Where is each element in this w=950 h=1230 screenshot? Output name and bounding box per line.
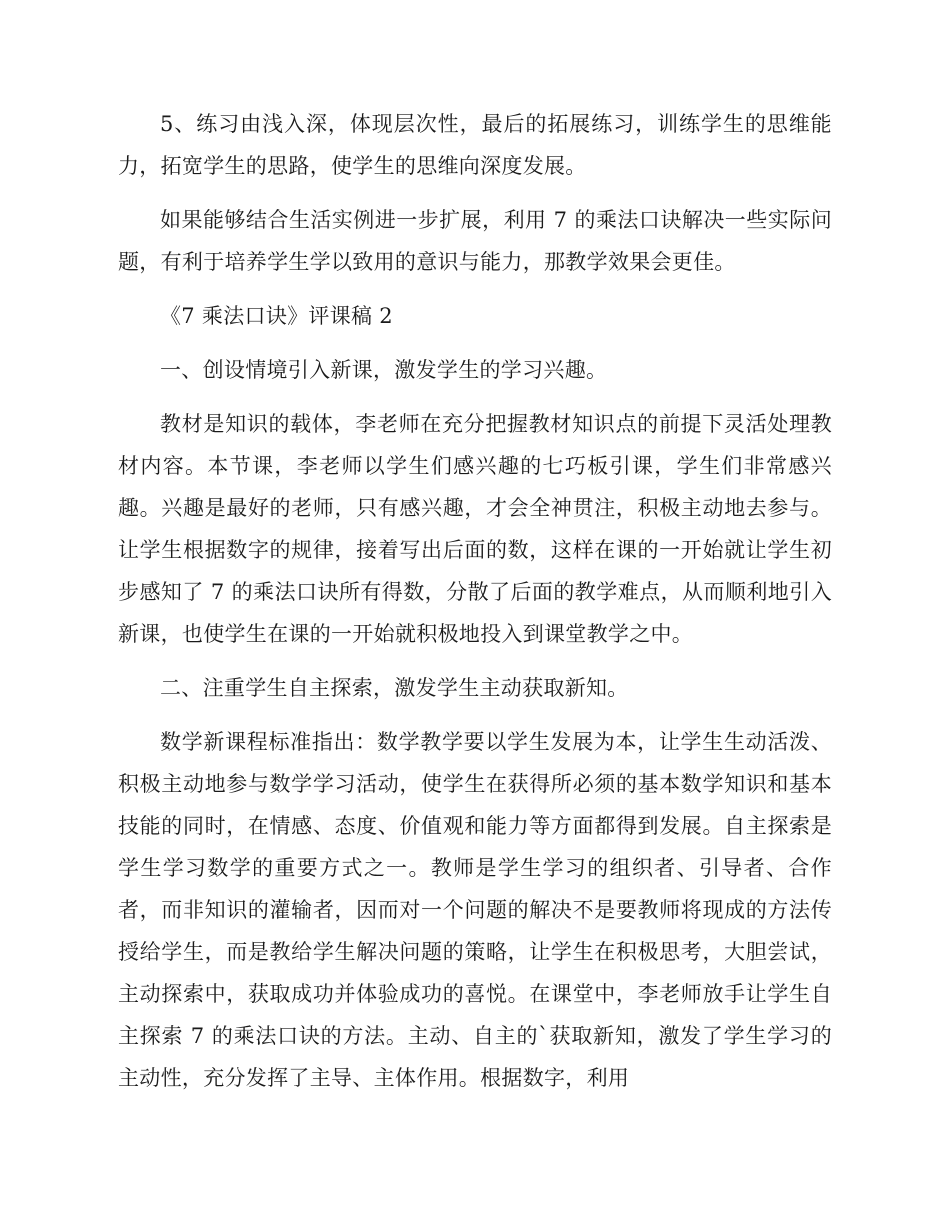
paragraph-curriculum-standard: 数学新课程标准指出：数学教学要以学生发展为本，让学生生动活泼、积极主动地参与数学学习活动，使学生在获得所必须的基本数学知识和基本技能的同时，在情感、态度、价值观和能力等方面都得到发展。自主探索是学生学习数学的重要方式之一。教师是学生学习的组织者、引导者、合作者，而非知识的灌输者，因而对一个问题的解决不是要教师将现成的方法传授给学生，而是教给学生解决问题的策略，让学生在积极思考，大胆尝试，主动探索中，获取成功并体验成功的喜悦。在课堂中，李老师放手让学生自主探索 7 的乘法口诀的方法。主动、自主的`获取新知，激发了学生学习的主动性，充分发挥了主导、主体作用。根据数字，利用: [118, 730, 832, 1090]
paragraph-improvement-suggestion: 如果能够结合生活实例进一步扩展，利用 7 的乘法口诀解决一些实际问题，有利于培养学生学以致用的意识与能力，那教学效果会更佳。: [118, 208, 832, 274]
section-heading-2: 二、注重学生自主探索，激发学生主动获取新知。: [160, 676, 629, 700]
paragraph-practice-summary: 5、练习由浅入深，体现层次性，最后的拓展练习，训练学生的思维能力，拓宽学生的思路，使学生的思维向深度发展。: [118, 112, 832, 178]
section-title: 《7 乘法口诀》评课稿 2: [160, 304, 393, 328]
paragraph-textbook: 教材是知识的载体，李老师在充分把握教材知识点的前提下灵活处理教材内容。本节课，李老师以学生们感兴趣的七巧板引课，学生们非常感兴趣。兴趣是最好的老师，只有感兴趣，才会全神贯注，积极主动地去参与。让学生根据数字的规律，接着写出后面的数，这样在课的一开始就让学生初步感知了 7 的乘法口诀所有得数，分散了后面的教学难点，从而顺利地引入新课，也使学生在课的一开始就积极地投入到课堂教学之中。: [118, 412, 832, 646]
section-heading-1: 一、创设情境引入新课，激发学生的学习兴趣。: [160, 358, 608, 382]
